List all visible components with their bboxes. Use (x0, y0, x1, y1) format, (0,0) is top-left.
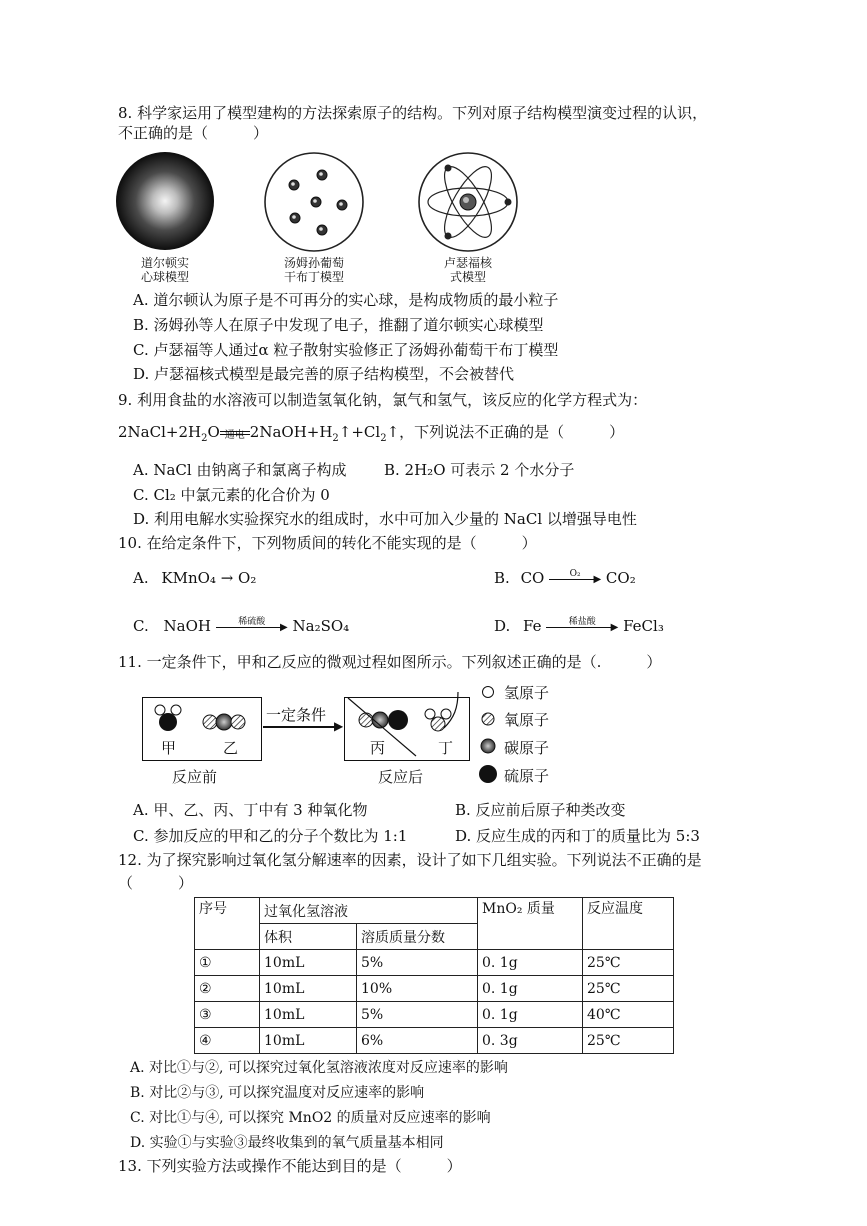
q8-stem-line2: 不正确的是（ ） (118, 124, 269, 142)
eq-left-o: O (207, 423, 220, 441)
row4-mno2: 0. 3g (478, 1028, 583, 1054)
sulfur-atom-icon (479, 765, 497, 783)
rutherford-model-figure (416, 150, 520, 254)
row3-fraction: 5% (357, 1002, 478, 1028)
table-row (195, 976, 674, 1002)
q10-b-from: CO (520, 569, 545, 587)
label-before: 反应前 (172, 768, 218, 786)
q11-option-b: B. 反应前后原子种类改变 (455, 801, 626, 819)
row1-mno2: 0. 1g (478, 950, 583, 976)
table-row (195, 1002, 674, 1028)
q12-stem-line1: 12. 为了探究影响过氧化氢分解速率的因素，设计了如下几组实验。下列说法不正确的是 (118, 851, 702, 869)
q8-option-a: A. 道尔顿认为原子是不可再分的实心球，是构成物质的最小粒子 (133, 291, 559, 309)
row2-no: ② (195, 976, 260, 1002)
q10-d-label: D. (494, 617, 511, 635)
row4-no: ④ (195, 1028, 260, 1054)
row2-volume: 10mL (260, 976, 357, 1002)
table-row (195, 950, 674, 976)
thomson-model-figure (262, 150, 366, 254)
q10-b-condition: O₂ (569, 569, 581, 579)
eq-right-sub: 2 (332, 433, 339, 444)
reaction-arrow-line (263, 726, 339, 728)
label-jia: 甲 (161, 739, 177, 757)
q10-a-expr: KMnO₄ → O₂ (161, 569, 257, 587)
label-after: 反应后 (378, 768, 424, 786)
q11-option-d: D. 反应生成的丙和丁的质量比为 5:3 (455, 827, 700, 845)
atom-legend-icons (478, 682, 500, 786)
q10-option-a (133, 568, 256, 588)
dalton-caption-2: 心球模型 (140, 270, 189, 284)
q12-option-b: B. 对比②与③, 可以探究温度对反应速率的影响 (130, 1085, 425, 1101)
row2-mno2: 0. 1g (478, 976, 583, 1002)
table-row (195, 1028, 674, 1054)
label-yi: 乙 (223, 739, 239, 757)
label-bing: 丙 (370, 739, 386, 757)
q9-option-a: A. NaCl 由钠离子和氯离子构成 (133, 461, 347, 479)
q9-option-b: B. 2H₂O 可表示 2 个水分子 (384, 461, 575, 479)
eq-right-rest: ↑+Cl (338, 423, 381, 441)
q10-c-arrow: 稀硫酸 ▶ (216, 620, 288, 634)
q12-option-d: D. 实验①与实验③最终收集到的氧气质量基本相同 (130, 1135, 444, 1151)
row3-volume: 10mL (260, 1002, 357, 1028)
rutherford-caption-1: 卢瑟福核 (443, 256, 492, 270)
row2-temp: 25℃ (583, 976, 674, 1002)
q11-stem: 11. 一定条件下，甲和乙反应的微观过程如图所示。下列叙述正确的是（. ） (118, 653, 662, 671)
q9-equation (118, 420, 624, 451)
reactant-molecules (148, 700, 260, 736)
row3-mno2: 0. 1g (478, 1002, 583, 1028)
thomson-caption-1: 汤姆孙葡萄 (283, 256, 344, 270)
q10-option-d (494, 616, 664, 636)
q10-b-to: CO₂ (605, 569, 636, 587)
q12-option-a: A. 对比①与②, 可以探究过氧化氢溶液浓度对反应速率的影响 (130, 1060, 508, 1076)
legend-carbon: 碳原子 (504, 739, 550, 757)
header-volume: 体积 (260, 924, 357, 950)
header-mno2: MnO₂ 质量 (478, 898, 583, 950)
hydrogen-atom-icon (483, 687, 494, 698)
eq-right-sub2: 2 (380, 433, 387, 444)
q10-option-c (133, 616, 349, 636)
eq-right: 2NaOH+H (249, 423, 333, 441)
header-no: 序号 (195, 898, 260, 950)
dalton-model-figure (114, 150, 216, 252)
q9-option-c: C. Cl₂ 中氯元素的化合价为 0 (133, 486, 330, 504)
eq-left-sub: 2 (201, 433, 208, 444)
table-header-row (195, 898, 674, 924)
header-h2o2: 过氧化氢溶液 (260, 898, 478, 924)
rutherford-caption-2: 式模型 (449, 270, 486, 284)
row4-fraction: 6% (357, 1028, 478, 1054)
row1-volume: 10mL (260, 950, 357, 976)
legend-oxygen: 氧原子 (504, 711, 550, 729)
q10-d-to: FeCl₃ (623, 617, 664, 635)
q11-option-c: C. 参加反应的甲和乙的分子个数比为 1:1 (133, 827, 408, 845)
eq-right-end: ↑，下列说法不正确的是（ ） (386, 423, 625, 441)
q8-stem-line1: 8. 科学家运用了模型建构的方法探索原子的结构。下列对原子结构模型演变过程的认识， (118, 104, 708, 122)
dalton-caption-1: 道尔顿实 (140, 256, 189, 270)
q10-c-condition: 稀硫酸 (238, 617, 266, 627)
q11-option-a: A. 甲、乙、丙、丁中有 3 种氧化物 (133, 801, 368, 819)
reaction-arrowhead-icon: ▶ (334, 719, 344, 733)
q8-option-b: B. 汤姆孙等人在原子中发现了电子，推翻了道尔顿实心球模型 (133, 316, 544, 334)
row4-temp: 25℃ (583, 1028, 674, 1054)
row3-temp: 40℃ (583, 1002, 674, 1028)
q10-d-arrow: 稀盐酸 ▶ (546, 620, 618, 634)
q13-stem: 13. 下列实验方法或操作不能达到目的是（ ） (118, 1157, 462, 1175)
experiment-table (194, 897, 674, 1054)
row1-no: ① (195, 950, 260, 976)
q12-option-c: C. 对比①与④, 可以探究 MnO2 的质量对反应速率的影响 (130, 1110, 491, 1126)
q8-option-d: D. 卢瑟福核式模型是最完善的原子结构模型，不会被替代 (133, 365, 515, 383)
row2-fraction: 10% (357, 976, 478, 1002)
q12-stem-line2: （ ） (118, 874, 194, 892)
label-ding: 丁 (438, 739, 454, 757)
thomson-caption-2: 干布丁模型 (283, 270, 344, 284)
q10-c-label: C. (133, 617, 149, 635)
eq-condition: 通电 (224, 430, 245, 441)
header-fraction: 溶质质量分数 (357, 924, 478, 950)
q10-b-arrow: O₂ ▶ (549, 572, 601, 586)
carbon-atom-icon (481, 739, 495, 753)
reaction-condition: 一定条件 (266, 706, 327, 724)
row1-fraction: 5% (357, 950, 478, 976)
q10-d-from: Fe (523, 617, 542, 635)
q10-stem: 10. 在给定条件下，下列物质间的转化不能实现的是（ ） (118, 534, 537, 552)
q10-d-condition: 稀盐酸 (568, 617, 596, 627)
eq-left: 2NaCl+2H (118, 423, 202, 441)
q9-stem: 9. 利用食盐的水溶液可以制造氢氧化钠，氯气和氢气，该反应的化学方程式为： (118, 391, 648, 409)
q10-c-to: Na₂SO₄ (292, 617, 350, 635)
legend-sulfur: 硫原子 (504, 767, 550, 785)
oxygen-atom-icon (482, 713, 494, 725)
header-temp: 反应温度 (583, 898, 674, 950)
q9-option-d: D. 利用电解水实验探究水的组成时，水中可加入少量的 NaCl 以增强导电性 (133, 510, 637, 528)
row3-no: ③ (195, 1002, 260, 1028)
q8-option-c: C. 卢瑟福等人通过α 粒子散射实验修正了汤姆孙葡萄干布丁模型 (133, 341, 559, 359)
q10-a-label: A. (133, 569, 149, 587)
q10-b-label: B. (494, 569, 510, 587)
row4-volume: 10mL (260, 1028, 357, 1054)
q10-option-b (494, 568, 636, 588)
row1-temp: 25℃ (583, 950, 674, 976)
q10-c-from: NaOH (163, 617, 211, 635)
legend-hydrogen: 氢原子 (504, 684, 550, 702)
